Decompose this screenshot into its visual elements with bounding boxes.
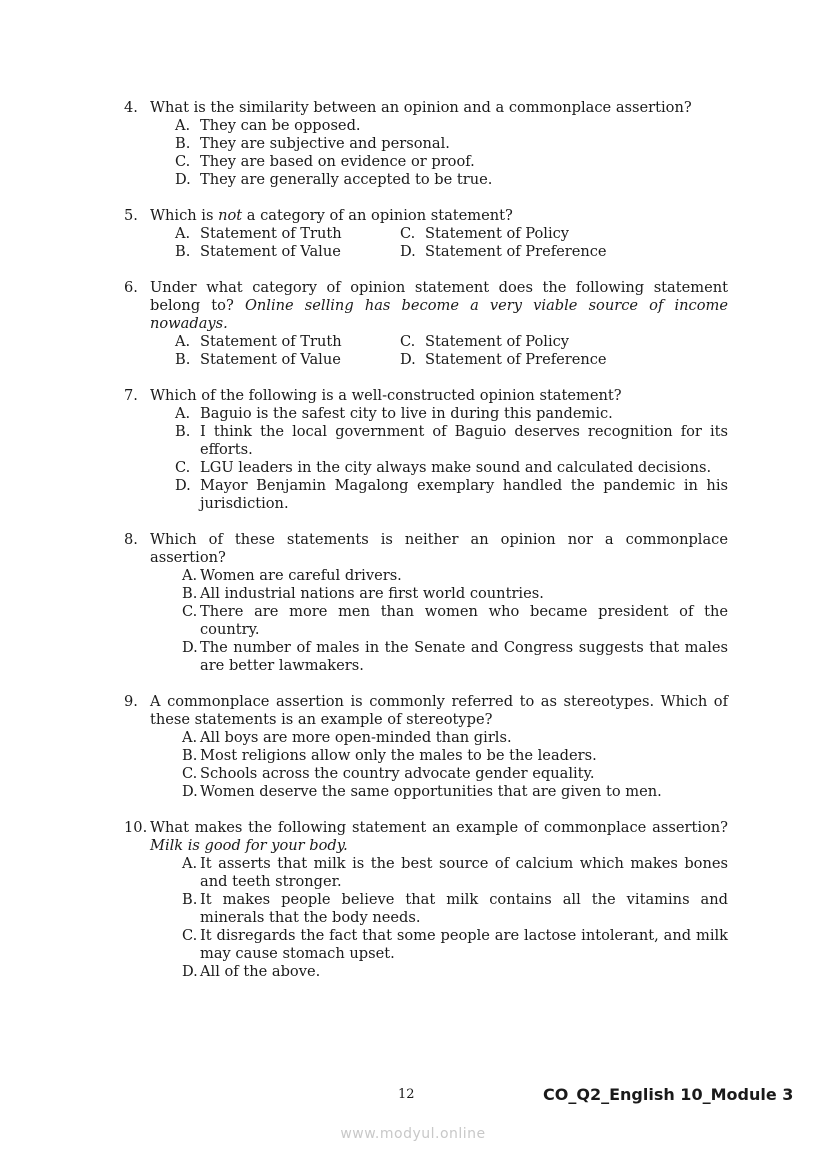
option-b: B. Statement of Value: [175, 351, 341, 368]
option-d: D. Women deserve the same opportunities that are given to men.: [182, 783, 662, 800]
option-c: C. It disregards the fact that some people are lactose intolerant, and milk may cause stomach upset.: [182, 927, 728, 962]
option-c: C. LGU leaders in the city always make sound and calculated decisions.: [175, 459, 712, 476]
option-b: B. They are subjective and personal.: [175, 135, 450, 152]
options-grid: [175, 225, 728, 261]
question-number: 6.: [124, 279, 138, 296]
option-c: C. There are more men than women who became president of the country.: [182, 603, 728, 638]
question-10: [124, 819, 728, 981]
option-b: B. I think the local government of Baguio deserves recognition for its efforts.: [175, 423, 728, 458]
page-number: 12: [398, 1087, 415, 1102]
question-5: [124, 207, 728, 261]
option-a: A. Statement of Truth: [175, 225, 342, 242]
option-d: D. They are generally accepted to be true.: [175, 171, 493, 188]
option-b: B. Most religions allow only the males to be the leaders.: [182, 747, 597, 764]
option-d: D. Statement of Preference: [400, 243, 607, 260]
option-c: C. Statement of Policy: [400, 225, 570, 242]
option-a: A. Women are careful drivers.: [182, 567, 402, 584]
question-text: Which of the following is a well-constructed opinion statement?: [150, 387, 622, 404]
question-4: [124, 99, 728, 189]
option-b: B. All industrial nations are first world countries.: [182, 585, 544, 602]
question-text: Under what category of opinion statement does the following statement belong to? Online selling has become a very viable source of income nowadays.: [150, 279, 728, 332]
options-grid: [175, 333, 728, 369]
question-text: Which of these statements is neither an opinion nor a commonplace assertion?: [150, 531, 728, 566]
question-text: A commonplace assertion is commonly referred to as stereotypes. Which of these statements is an example of stereotype?: [150, 693, 728, 728]
option-c: C. They are based on evidence or proof.: [175, 153, 475, 170]
option-c: C. Schools across the country advocate gender equality.: [182, 765, 595, 782]
options-list: [175, 855, 728, 981]
option-d: D. The number of males in the Senate and Congress suggests that males are better lawmakers.: [182, 639, 728, 674]
question-number: 5.: [124, 207, 138, 224]
question-9: [124, 693, 728, 801]
question-number: 9.: [124, 693, 138, 710]
question-text: What is the similarity between an opinion and a commonplace assertion?: [150, 99, 692, 116]
option-a: A. Baguio is the safest city to live in during this pandemic.: [175, 405, 613, 422]
question-6: [124, 279, 728, 369]
option-d: D. Mayor Benjamin Magalong exemplary handled the pandemic in his jurisdiction.: [175, 477, 728, 512]
question-number: 7.: [124, 387, 138, 404]
option-a: A. All boys are more open-minded than girls.: [182, 729, 512, 746]
question-text: What makes the following statement an example of commonplace assertion? Milk is good for your body.: [150, 819, 728, 854]
options-list: [175, 117, 728, 189]
option-a: A. It asserts that milk is the best source of calcium which makes bones and teeth stronger.: [182, 855, 728, 890]
options-list: [175, 729, 728, 801]
option-d: D. Statement of Preference: [400, 351, 607, 368]
question-number: 10.: [124, 819, 148, 836]
options-list: [175, 405, 728, 513]
module-code: CO_Q2_English 10_Module 3: [543, 1085, 794, 1104]
option-b: B. Statement of Value: [175, 243, 341, 260]
option-a: A. They can be opposed.: [175, 117, 361, 134]
watermark: www.modyul.online: [340, 1126, 486, 1142]
option-d: D. All of the above.: [182, 963, 321, 980]
option-c: C. Statement of Policy: [400, 333, 570, 350]
question-7: [124, 387, 728, 513]
option-a: A. Statement of Truth: [175, 333, 342, 350]
option-b: B. It makes people believe that milk contains all the vitamins and minerals that the body needs.: [182, 891, 728, 926]
question-number: 4.: [124, 99, 138, 116]
question-number: 8.: [124, 531, 138, 548]
question-8: [124, 531, 728, 675]
options-list: [175, 567, 728, 675]
questions-list: [124, 99, 728, 999]
question-text: Which is not a category of an opinion statement?: [150, 207, 513, 224]
